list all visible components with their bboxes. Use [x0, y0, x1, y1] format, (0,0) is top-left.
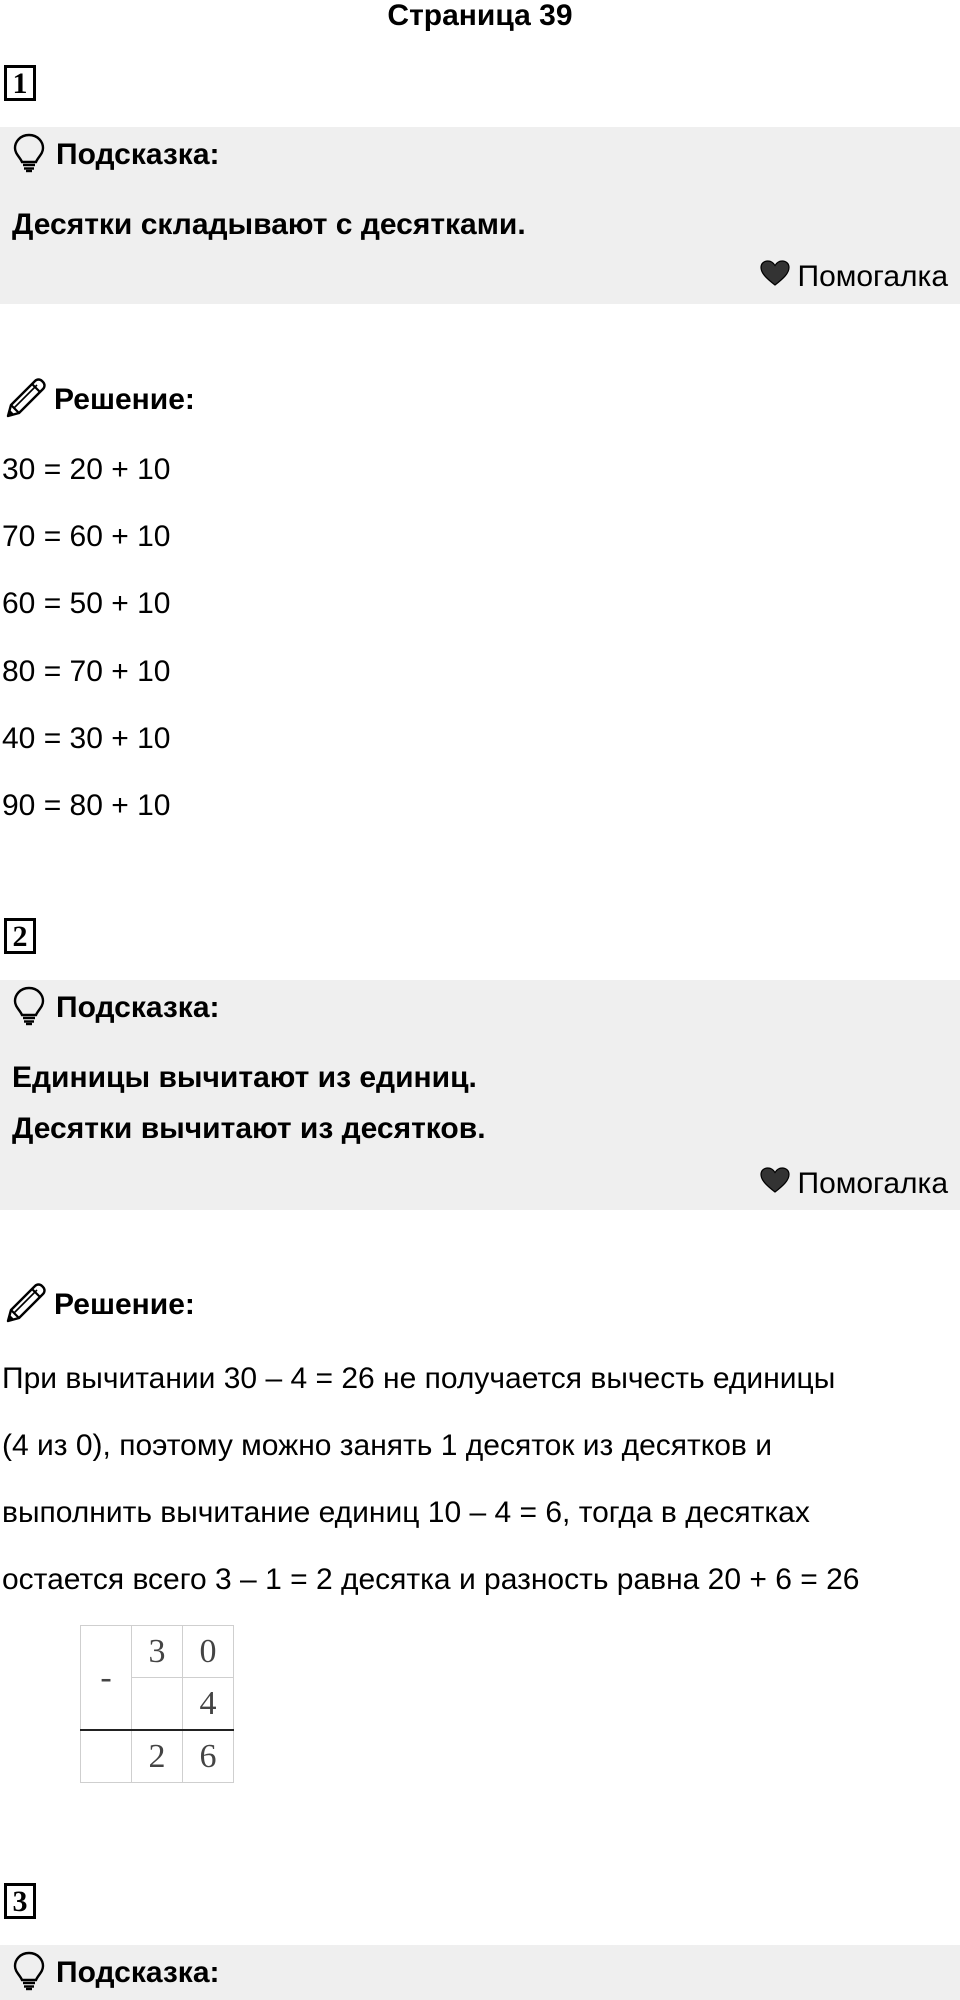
- calc-digit: 3: [132, 1626, 183, 1678]
- pencil-icon: [4, 1281, 48, 1330]
- hint-box-1: [0, 127, 960, 304]
- helper-link[interactable]: [760, 255, 949, 299]
- solution-header: [4, 1280, 195, 1330]
- lightbulb-icon: [12, 1951, 46, 1996]
- hint-header: [12, 1949, 220, 1997]
- equation-line: 80 = 70 + 10: [2, 655, 171, 688]
- solution-header: [4, 375, 195, 425]
- lightbulb-icon: [12, 986, 46, 1031]
- solution-label: Решение:: [54, 1288, 195, 1321]
- hint-label: Подсказка:: [56, 1956, 220, 1989]
- heart-icon: [760, 1167, 790, 1201]
- paragraph-line: выполнить вычитание единиц 10 – 4 = 6, тогда в десятках: [2, 1496, 810, 1529]
- solution-label: Решение:: [54, 383, 195, 416]
- heart-icon: [760, 260, 790, 294]
- pencil-icon: [4, 376, 48, 425]
- calc-empty-cell: [81, 1730, 132, 1783]
- task-number-2: 2: [4, 918, 36, 954]
- hint-text-line: Десятки вычитают из десятков.: [12, 1112, 486, 1145]
- calc-digit: 6: [183, 1730, 234, 1783]
- hint-box-2: [0, 980, 960, 1210]
- hint-text-line: Десятки складывают с десятками.: [12, 208, 526, 241]
- hint-header: [12, 131, 220, 179]
- helper-link[interactable]: [760, 1162, 949, 1206]
- equation-line: 60 = 50 + 10: [2, 587, 171, 620]
- hint-text-line: Единицы вычитают из единиц.: [12, 1061, 477, 1094]
- equation-line: 70 = 60 + 10: [2, 520, 171, 553]
- calc-digit: 0: [183, 1626, 234, 1678]
- calc-digit: [132, 1678, 183, 1731]
- minus-sign: -: [81, 1626, 132, 1731]
- task-number-3: 3: [4, 1883, 36, 1919]
- equation-line: 30 = 20 + 10: [2, 453, 171, 486]
- helper-label: Помогалка: [797, 1167, 948, 1200]
- hint-header: [12, 984, 220, 1032]
- calc-digit: 2: [132, 1730, 183, 1783]
- page-title: Страница 39: [387, 0, 573, 32]
- lightbulb-icon: [12, 133, 46, 178]
- hint-label: Подсказка:: [56, 991, 220, 1024]
- solution-paragraph: [2, 1345, 952, 1613]
- helper-label: Помогалка: [797, 260, 948, 293]
- paragraph-line: остается всего 3 – 1 = 2 десятка и разность равна 20 + 6 = 26: [2, 1563, 860, 1596]
- paragraph-line: При вычитании 30 – 4 = 26 не получается вычесть единицы: [2, 1362, 836, 1395]
- calc-digit: 4: [183, 1678, 234, 1731]
- equation-line: 90 = 80 + 10: [2, 789, 171, 822]
- hint-label: Подсказка:: [56, 138, 220, 171]
- task-number-1: 1: [4, 65, 36, 101]
- hint-box-3: [0, 1945, 960, 2000]
- column-subtraction-table: [80, 1625, 234, 1783]
- paragraph-line: (4 из 0), поэтому можно занять 1 десяток из десятков и: [2, 1429, 772, 1462]
- equation-line: 40 = 30 + 10: [2, 722, 171, 755]
